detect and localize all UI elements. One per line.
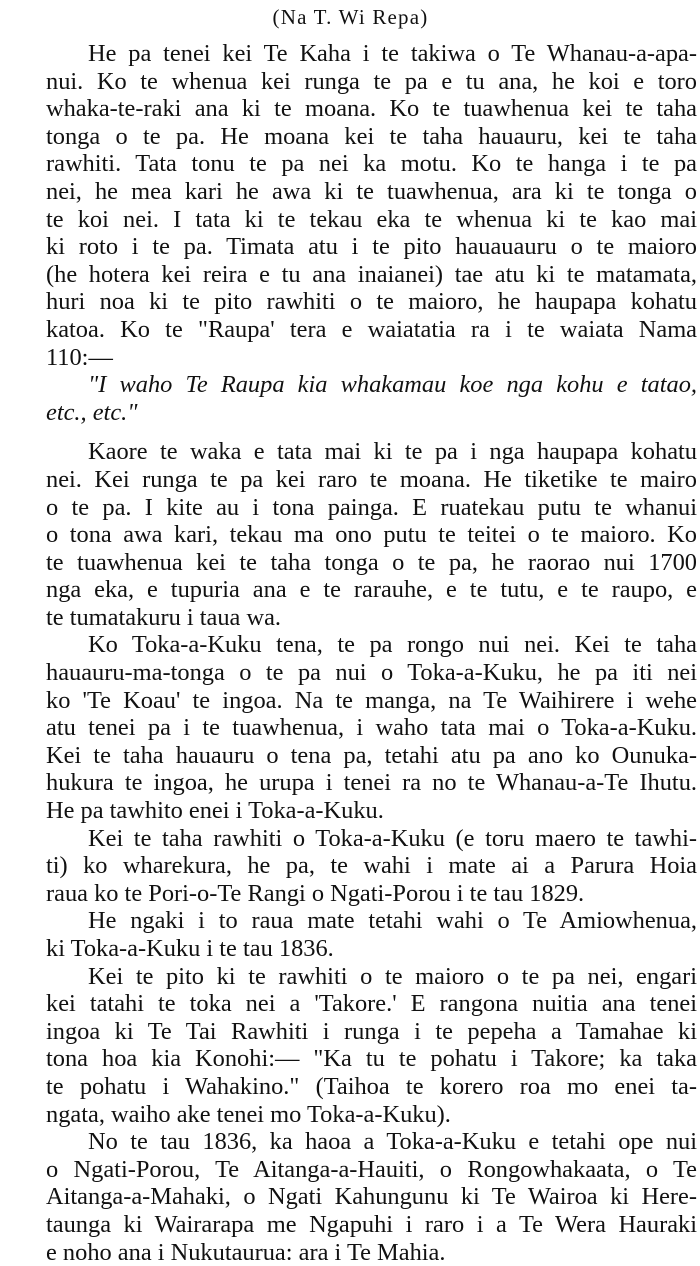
text-line: nga eka, e tupuria ana e te rarauhe, e te tutu, e te raupo, e [46, 576, 697, 604]
text-line: kei tatahi te toka nei a 'Takore.' E rangona nuitia ana tenei [46, 990, 697, 1018]
paragraph-7 [4, 1128, 697, 1266]
text-line: 110:— [46, 343, 113, 371]
text-line: te tumatakuru i taua wa. [46, 603, 282, 631]
text-line: He ngaki i to raua mate tetahi wahi o Te Amiowhenua, [88, 907, 697, 935]
text-line: hukura te ingoa, he urupa i tenei ra no te Whanau-a-Te Ihutu. [46, 769, 697, 797]
text-line: No te tau 1836, ka haoa a Toka-a-Kuku e tetahi ope nui [88, 1128, 697, 1156]
text-line: nei, he mea kari he awa ki te tuawhenua, ara ki te tonga o [46, 177, 697, 205]
text-line: taunga ki Wairarapa me Ngapuhi i raro i a Te Wera Hauraki [46, 1210, 697, 1238]
text-line: rawhiti. Tata tonu te pa nei ka motu. Ko te hanga i te pa [46, 150, 697, 178]
text-line: Kei te taha rawhiti o Toka-a-Kuku (e toru maero te tawhi- [88, 824, 697, 852]
text-line: te pohatu i Wahakino." (Taihoa te korero roa mo enei ta- [46, 1072, 697, 1100]
text-line: ngata, waiho ake tenei mo Toka-a-Kuku). [46, 1100, 451, 1128]
paragraph-6 [4, 963, 697, 1129]
text-line: Kaore te waka e tata mai ki te pa i nga haupapa kohatu [88, 438, 697, 466]
text-line: tona hoa kia Konohi:— "Ka tu te pohatu i Takore; ka taka [46, 1045, 697, 1073]
text-line: o te pa. I kite au i tona painga. E ruatekau putu te whanui [46, 493, 697, 521]
text-line: Ko Toka-a-Kuku tena, te pa rongo nui nei. Kei te taha [88, 631, 697, 659]
text-line: o tona awa kari, tekau ma ono putu te teitei o te maioro. Ko [46, 521, 697, 549]
text-line: tonga o te pa. He moana kei te taha hauauru, kei te taha [46, 122, 697, 150]
text-line: e noho ana i Nukutaurua: ara i Te Mahia. [46, 1238, 446, 1266]
text-line: ko 'Te Koau' te ingoa. Na te manga, na Te Waihirere i wehe [46, 686, 697, 714]
text-line: ki Toka-a-Kuku i te tau 1836. [46, 935, 334, 962]
text-line: nei. Kei runga te pa kei raro te moana. He tiketike te mairo [46, 465, 697, 493]
quote-line: etc., etc." [46, 398, 138, 426]
text-line: te koi nei. I tata ki te tekau eka te whenua ki te kao mai [46, 205, 697, 233]
text-line: Kei te taha hauauru o tena pa, tetahi atu pa ano ko Ounuka- [46, 741, 697, 769]
text-line: ti) ko wharekura, he pa, te wahi i mate ai a Parura Hoia [46, 852, 697, 880]
author-attribution: (Na T. Wi Repa) [272, 5, 429, 29]
text-line: ki roto i te pa. Timata atu i te pito hauauauru o te maioro [46, 233, 697, 261]
text-line: te tuawhenua kei te taha tonga o te pa, he raorao nui 1700 [46, 548, 697, 576]
text-line: nui. Ko te whenua kei runga te pa e tu ana, he koi e toro [46, 67, 697, 95]
paragraph-4 [4, 825, 697, 908]
text-line: He pa tawhito enei i Toka-a-Kuku. [46, 797, 384, 825]
text-line: atu tenei pa i te tuawhenua, i waho tata mai o Toka-a-Kuku. [46, 714, 697, 742]
text-line: hauauru-ma-tonga o te pa nui o Toka-a-Kuku, he pa iti nei [46, 659, 697, 687]
text-line: katoa. Ko te "Raupa' tera e waiatatia ra i te waiata Nama [46, 315, 697, 343]
text-line: ingoa ki Te Tai Rawhiti i runga i te pepeha a Tamahae ki [46, 1017, 697, 1045]
text-line: whaka-te-raki ana ki te moana. Ko te tuawhenua kei te taha [46, 95, 697, 123]
paragraph-2 [4, 438, 697, 631]
text-line: raua ko te Pori-o-Te Rangi o Ngati-Porou i te tau 1829. [46, 879, 585, 907]
text-line: Kei te pito ki te rawhiti o te maioro o te pa nei, engari [88, 962, 697, 990]
quote-line: "I waho Te Raupa kia whakamau koe nga kohu e tatao, [88, 371, 697, 399]
text-line: (he hotera kei reira e tu ana inaianei) tae atu ki te matamata, [46, 260, 697, 288]
song-quotation [4, 371, 697, 426]
text-line: Aitanga-a-Mahaki, o Ngati Kahungunu ki Te Wairoa ki Here- [46, 1183, 697, 1211]
text-line: o Ngati-Porou, Te Aitanga-a-Hauiti, o Rongowhakaata, o Te [46, 1155, 697, 1183]
text-line: huri noa ki te pito rawhiti o te maioro, he haupapa kohatu [46, 288, 697, 316]
text-line: He pa tenei kei Te Kaha i te takiwa o Te Whanau-a-apa- [88, 40, 697, 67]
paragraph-1 [4, 40, 697, 371]
paragraph-3 [4, 631, 697, 824]
paragraph-5 [4, 907, 697, 962]
